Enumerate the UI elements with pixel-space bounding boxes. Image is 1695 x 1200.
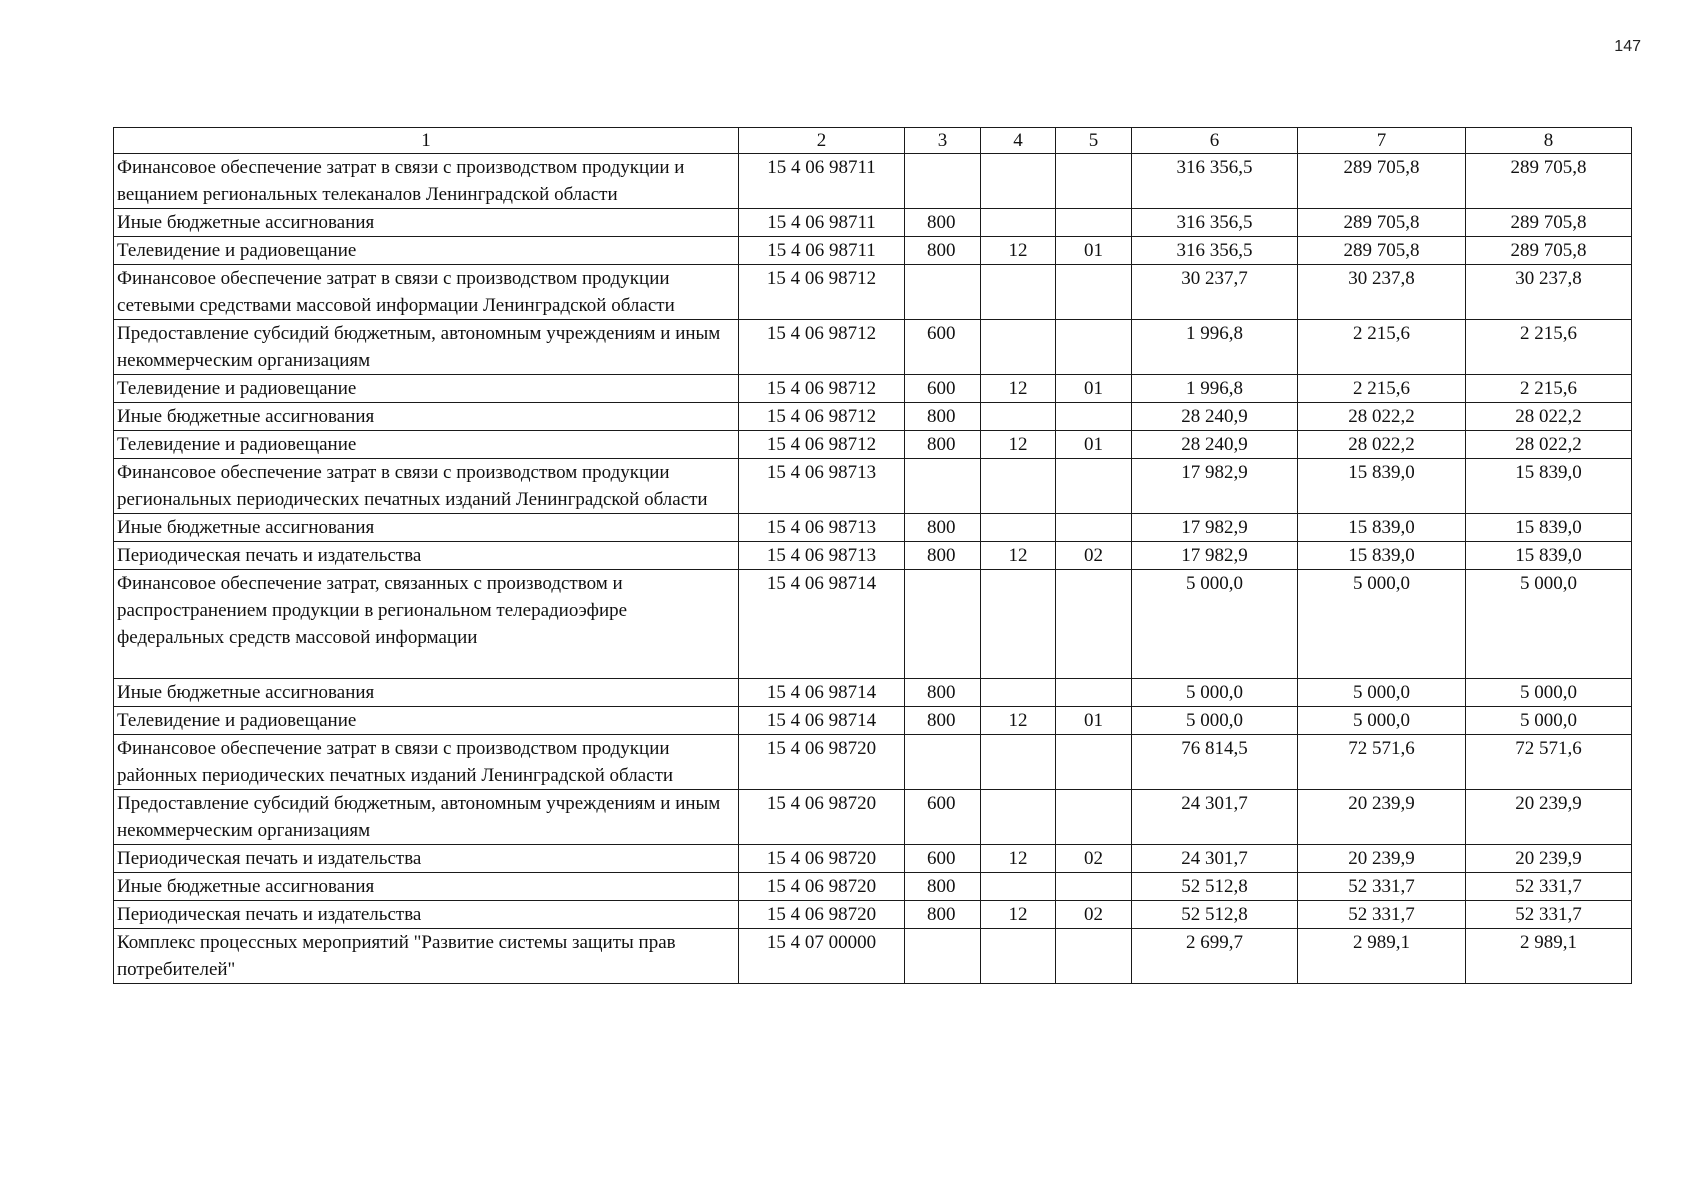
- row-name-cell: Иные бюджетные ассигнования: [114, 514, 739, 542]
- row-value-col6-cell: 52 512,8: [1132, 873, 1298, 901]
- row-code-cell: 15 4 06 98712: [739, 403, 905, 431]
- row-section-cell: 12: [981, 707, 1056, 735]
- row-section-cell: [981, 873, 1056, 901]
- row-code-cell: 15 4 06 98720: [739, 873, 905, 901]
- row-expense-type-cell: 800: [905, 542, 981, 570]
- row-value-col6-cell: 17 982,9: [1132, 459, 1298, 514]
- row-code-cell: 15 4 06 98714: [739, 707, 905, 735]
- row-subsection-cell: [1056, 679, 1132, 707]
- table-row: [114, 209, 1632, 237]
- row-section-cell: [981, 265, 1056, 320]
- row-name-cell: Телевидение и радиовещание: [114, 237, 739, 265]
- row-value-col7-cell: 15 839,0: [1298, 514, 1466, 542]
- row-expense-type-cell: [905, 929, 981, 984]
- header-cell-5: 5: [1056, 128, 1132, 154]
- row-expense-type-cell: 800: [905, 209, 981, 237]
- row-value-col8-cell: 28 022,2: [1466, 403, 1632, 431]
- row-expense-type-cell: 600: [905, 375, 981, 403]
- row-value-col6-cell: 5 000,0: [1132, 679, 1298, 707]
- row-name-cell: Финансовое обеспечение затрат в связи с производством продукции региональных периодических печатных изданий Ленинградской области: [114, 459, 739, 514]
- row-subsection-cell: [1056, 735, 1132, 790]
- row-subsection-cell: 02: [1056, 901, 1132, 929]
- row-value-col6-cell: 1 996,8: [1132, 320, 1298, 375]
- row-subsection-cell: 02: [1056, 845, 1132, 873]
- row-subsection-cell: 01: [1056, 707, 1132, 735]
- table-row: [114, 901, 1632, 929]
- row-value-col6-cell: 5 000,0: [1132, 707, 1298, 735]
- row-expense-type-cell: [905, 735, 981, 790]
- row-name-cell: Телевидение и радиовещание: [114, 707, 739, 735]
- row-value-col6-cell: 316 356,5: [1132, 209, 1298, 237]
- row-value-col6-cell: 24 301,7: [1132, 790, 1298, 845]
- row-value-col8-cell: 2 215,6: [1466, 320, 1632, 375]
- table-row: [114, 265, 1632, 320]
- row-section-cell: 12: [981, 431, 1056, 459]
- table-row: [114, 845, 1632, 873]
- header-cell-2: 2: [739, 128, 905, 154]
- row-subsection-cell: [1056, 873, 1132, 901]
- row-subsection-cell: [1056, 403, 1132, 431]
- row-name-cell: Телевидение и радиовещание: [114, 375, 739, 403]
- table-row: [114, 459, 1632, 514]
- row-name-cell: Комплекс процессных мероприятий "Развитие системы защиты прав потребителей": [114, 929, 739, 984]
- row-value-col8-cell: 30 237,8: [1466, 265, 1632, 320]
- row-name-cell: Иные бюджетные ассигнования: [114, 679, 739, 707]
- row-code-cell: 15 4 06 98711: [739, 209, 905, 237]
- table-row: [114, 790, 1632, 845]
- row-value-col6-cell: 2 699,7: [1132, 929, 1298, 984]
- row-section-cell: 12: [981, 542, 1056, 570]
- table-row: [114, 679, 1632, 707]
- row-code-cell: 15 4 06 98714: [739, 679, 905, 707]
- table-row: [114, 514, 1632, 542]
- row-section-cell: [981, 154, 1056, 209]
- row-code-cell: 15 4 06 98712: [739, 375, 905, 403]
- row-value-col8-cell: 72 571,6: [1466, 735, 1632, 790]
- header-cell-3: 3: [905, 128, 981, 154]
- row-code-cell: 15 4 06 98711: [739, 154, 905, 209]
- row-value-col8-cell: 5 000,0: [1466, 707, 1632, 735]
- header-cell-1: 1: [114, 128, 739, 154]
- header-cell-4: 4: [981, 128, 1056, 154]
- row-value-col7-cell: 5 000,0: [1298, 570, 1466, 679]
- row-code-cell: 15 4 06 98713: [739, 459, 905, 514]
- row-value-col6-cell: 24 301,7: [1132, 845, 1298, 873]
- row-value-col6-cell: 316 356,5: [1132, 154, 1298, 209]
- row-subsection-cell: 02: [1056, 542, 1132, 570]
- row-section-cell: [981, 209, 1056, 237]
- row-subsection-cell: [1056, 265, 1132, 320]
- row-value-col8-cell: 289 705,8: [1466, 209, 1632, 237]
- row-value-col7-cell: 52 331,7: [1298, 901, 1466, 929]
- row-name-cell: Финансовое обеспечение затрат в связи с производством продукции районных периодических печатных изданий Ленинградской области: [114, 735, 739, 790]
- row-subsection-cell: [1056, 320, 1132, 375]
- row-name-cell: Периодическая печать и издательства: [114, 901, 739, 929]
- row-expense-type-cell: 600: [905, 790, 981, 845]
- budget-table: [113, 127, 1632, 984]
- row-expense-type-cell: [905, 154, 981, 209]
- row-value-col6-cell: 17 982,9: [1132, 514, 1298, 542]
- row-code-cell: 15 4 06 98720: [739, 790, 905, 845]
- row-value-col8-cell: 289 705,8: [1466, 237, 1632, 265]
- row-expense-type-cell: 800: [905, 707, 981, 735]
- row-expense-type-cell: 800: [905, 403, 981, 431]
- row-value-col7-cell: 5 000,0: [1298, 679, 1466, 707]
- row-section-cell: 12: [981, 845, 1056, 873]
- row-subsection-cell: 01: [1056, 431, 1132, 459]
- row-expense-type-cell: 800: [905, 514, 981, 542]
- row-expense-type-cell: 600: [905, 320, 981, 375]
- row-name-cell: Иные бюджетные ассигнования: [114, 873, 739, 901]
- row-value-col6-cell: 76 814,5: [1132, 735, 1298, 790]
- row-expense-type-cell: 800: [905, 901, 981, 929]
- row-value-col8-cell: 5 000,0: [1466, 570, 1632, 679]
- header-cell-8: 8: [1466, 128, 1632, 154]
- row-expense-type-cell: [905, 459, 981, 514]
- row-value-col7-cell: 289 705,8: [1298, 237, 1466, 265]
- table-row: [114, 570, 1632, 679]
- row-code-cell: 15 4 06 98713: [739, 542, 905, 570]
- table-row: [114, 431, 1632, 459]
- row-expense-type-cell: [905, 570, 981, 679]
- row-value-col6-cell: 28 240,9: [1132, 431, 1298, 459]
- row-name-cell: Финансовое обеспечение затрат в связи с производством продукции сетевыми средствами массовой информации Ленинградской области: [114, 265, 739, 320]
- table-row: [114, 542, 1632, 570]
- row-value-col7-cell: 289 705,8: [1298, 154, 1466, 209]
- row-subsection-cell: [1056, 154, 1132, 209]
- row-value-col8-cell: 5 000,0: [1466, 679, 1632, 707]
- row-name-cell: Финансовое обеспечение затрат в связи с производством продукции и вещанием региональных телеканалов Ленинградской области: [114, 154, 739, 209]
- row-subsection-cell: [1056, 570, 1132, 679]
- row-code-cell: 15 4 06 98713: [739, 514, 905, 542]
- row-section-cell: [981, 403, 1056, 431]
- table-row: [114, 154, 1632, 209]
- row-value-col6-cell: 316 356,5: [1132, 237, 1298, 265]
- table-row: [114, 403, 1632, 431]
- row-value-col8-cell: 289 705,8: [1466, 154, 1632, 209]
- row-section-cell: 12: [981, 237, 1056, 265]
- table-row: [114, 735, 1632, 790]
- row-name-cell: Финансовое обеспечение затрат, связанных с производством и распространением продукции в региональном телерадиоэфире федеральных средств массовой информации: [114, 570, 739, 679]
- table-row: [114, 873, 1632, 901]
- row-subsection-cell: 01: [1056, 237, 1132, 265]
- header-cell-7: 7: [1298, 128, 1466, 154]
- row-name-cell: Предоставление субсидий бюджетным, автономным учреждениям и иным некоммерческим организациям: [114, 790, 739, 845]
- row-value-col6-cell: 17 982,9: [1132, 542, 1298, 570]
- row-section-cell: 12: [981, 901, 1056, 929]
- row-value-col6-cell: 5 000,0: [1132, 570, 1298, 679]
- row-value-col8-cell: 15 839,0: [1466, 459, 1632, 514]
- row-value-col7-cell: 289 705,8: [1298, 209, 1466, 237]
- row-code-cell: 15 4 06 98712: [739, 320, 905, 375]
- row-code-cell: 15 4 06 98712: [739, 265, 905, 320]
- row-section-cell: [981, 320, 1056, 375]
- row-value-col7-cell: 15 839,0: [1298, 459, 1466, 514]
- row-section-cell: [981, 679, 1056, 707]
- row-value-col8-cell: 28 022,2: [1466, 431, 1632, 459]
- row-subsection-cell: [1056, 514, 1132, 542]
- row-value-col7-cell: 15 839,0: [1298, 542, 1466, 570]
- row-code-cell: 15 4 06 98720: [739, 901, 905, 929]
- row-name-cell: Периодическая печать и издательства: [114, 542, 739, 570]
- row-value-col8-cell: 2 989,1: [1466, 929, 1632, 984]
- row-name-cell: Предоставление субсидий бюджетным, автономным учреждениям и иным некоммерческим организациям: [114, 320, 739, 375]
- row-section-cell: [981, 570, 1056, 679]
- table-row: [114, 929, 1632, 984]
- row-value-col7-cell: 20 239,9: [1298, 790, 1466, 845]
- row-value-col7-cell: 2 989,1: [1298, 929, 1466, 984]
- row-value-col8-cell: 15 839,0: [1466, 514, 1632, 542]
- row-subsection-cell: [1056, 929, 1132, 984]
- row-value-col8-cell: 15 839,0: [1466, 542, 1632, 570]
- page-number: 147: [1614, 38, 1641, 55]
- row-code-cell: 15 4 06 98712: [739, 431, 905, 459]
- row-code-cell: 15 4 07 00000: [739, 929, 905, 984]
- row-subsection-cell: [1056, 790, 1132, 845]
- row-expense-type-cell: [905, 265, 981, 320]
- row-value-col6-cell: 28 240,9: [1132, 403, 1298, 431]
- row-value-col8-cell: 2 215,6: [1466, 375, 1632, 403]
- row-code-cell: 15 4 06 98711: [739, 237, 905, 265]
- row-expense-type-cell: 800: [905, 431, 981, 459]
- row-subsection-cell: [1056, 209, 1132, 237]
- row-code-cell: 15 4 06 98720: [739, 845, 905, 873]
- row-value-col7-cell: 52 331,7: [1298, 873, 1466, 901]
- header-cell-6: 6: [1132, 128, 1298, 154]
- table-header-row: [114, 128, 1632, 154]
- row-value-col6-cell: 30 237,7: [1132, 265, 1298, 320]
- row-section-cell: [981, 459, 1056, 514]
- row-section-cell: [981, 790, 1056, 845]
- row-section-cell: [981, 514, 1056, 542]
- row-value-col7-cell: 5 000,0: [1298, 707, 1466, 735]
- row-value-col7-cell: 30 237,8: [1298, 265, 1466, 320]
- row-value-col7-cell: 72 571,6: [1298, 735, 1466, 790]
- row-value-col7-cell: 28 022,2: [1298, 403, 1466, 431]
- table-row: [114, 375, 1632, 403]
- row-value-col6-cell: 1 996,8: [1132, 375, 1298, 403]
- row-expense-type-cell: 600: [905, 845, 981, 873]
- table-row: [114, 707, 1632, 735]
- row-subsection-cell: 01: [1056, 375, 1132, 403]
- row-value-col7-cell: 2 215,6: [1298, 375, 1466, 403]
- row-value-col8-cell: 20 239,9: [1466, 790, 1632, 845]
- row-value-col8-cell: 52 331,7: [1466, 873, 1632, 901]
- row-section-cell: [981, 929, 1056, 984]
- row-name-cell: Телевидение и радиовещание: [114, 431, 739, 459]
- row-name-cell: Периодическая печать и издательства: [114, 845, 739, 873]
- row-code-cell: 15 4 06 98720: [739, 735, 905, 790]
- row-value-col8-cell: 52 331,7: [1466, 901, 1632, 929]
- row-expense-type-cell: 800: [905, 873, 981, 901]
- row-value-col7-cell: 20 239,9: [1298, 845, 1466, 873]
- row-section-cell: 12: [981, 375, 1056, 403]
- row-section-cell: [981, 735, 1056, 790]
- row-value-col7-cell: 28 022,2: [1298, 431, 1466, 459]
- row-subsection-cell: [1056, 459, 1132, 514]
- row-value-col6-cell: 52 512,8: [1132, 901, 1298, 929]
- row-name-cell: Иные бюджетные ассигнования: [114, 403, 739, 431]
- row-expense-type-cell: 800: [905, 237, 981, 265]
- row-value-col8-cell: 20 239,9: [1466, 845, 1632, 873]
- row-name-cell: Иные бюджетные ассигнования: [114, 209, 739, 237]
- row-value-col7-cell: 2 215,6: [1298, 320, 1466, 375]
- row-code-cell: 15 4 06 98714: [739, 570, 905, 679]
- table-row: [114, 237, 1632, 265]
- table-row: [114, 320, 1632, 375]
- row-expense-type-cell: 800: [905, 679, 981, 707]
